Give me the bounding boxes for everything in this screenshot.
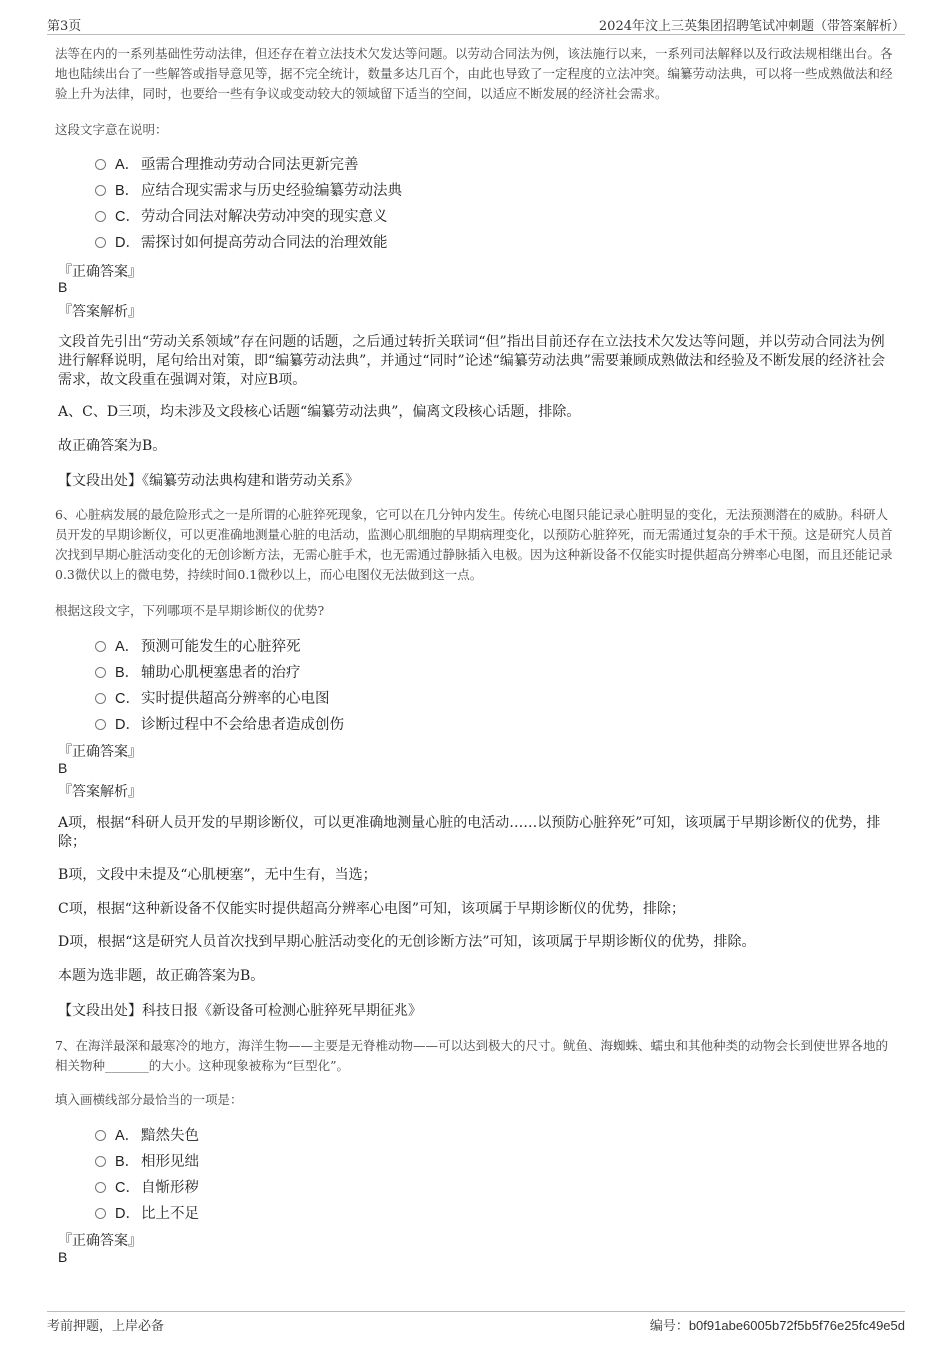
q5-passage: 法等在内的一系列基础性劳动法律，但还存在着立法技术欠发达等问题。以劳动合同法为例，该法施行以来，一系列司法解释以及行政法规相继出台。各地也陆续出台了一些解答或指导意见等，据不完全统计，数量多达几百个，由此也导致了一定程度的立法冲突。编纂劳动法典，可以将一些成熟做法和经验上升为法律，同时，也要给一些有争议或变动较大的领域留下适当的空间，以适应不断发展的经济社会需求。: [55, 46, 893, 101]
q5-option-d[interactable]: D． 需探讨如何提高劳动合同法的治理效能: [95, 228, 402, 254]
q6-option-c[interactable]: C． 实时提供超高分辨率的心电图: [95, 684, 344, 710]
q5-answer-label: 『正确答案』: [58, 264, 142, 280]
q5-answer: B: [58, 279, 68, 295]
q5-analysis-1: 文段首先引出“劳动关系领域”存在问题的话题，之后通过转折关联词“但”指出目前还存在立法技术欠发达等问题，并以劳动合同法为例进行解释说明，尾句给出对策，即“编纂劳动法典”，并通过“同时”论述“编纂劳动法典”需要兼顾成熟做法和经验及不断发展的经济社会需求，故文段重在强调对策，对应B项。: [58, 334, 885, 388]
q6-answer: B: [58, 760, 68, 776]
q7-option-d[interactable]: D． 比上不足: [95, 1199, 199, 1225]
q5-analysis-3: 故正确答案为B。: [58, 438, 167, 454]
radio-button[interactable]: [95, 1156, 106, 1167]
footer-slogan: 考前押题，上岸必备: [47, 1319, 165, 1334]
q7-option-a[interactable]: A． 黯然失色: [95, 1121, 199, 1147]
q7-answer-label: 『正确答案』: [58, 1233, 142, 1249]
radio-button[interactable]: [95, 1208, 106, 1219]
page-number: 第3页: [47, 19, 82, 34]
q5-options: [95, 150, 402, 254]
radio-button[interactable]: [95, 667, 106, 678]
q7-stem: 7、在海洋最深和最寒冷的地方，海洋生物——主要是无脊椎动物——可以达到极大的尺寸。鱿鱼、海蜘蛛、蠕虫和其他种类的动物会长到使世界各地的相关物种_______的大小。这种现象被称为“巨型化”。: [55, 1038, 888, 1073]
radio-button[interactable]: [95, 211, 106, 222]
q6-option-b[interactable]: B． 辅助心肌梗塞患者的治疗: [95, 658, 344, 684]
q6-option-a[interactable]: A． 预测可能发生的心脏猝死: [95, 632, 344, 658]
radio-button[interactable]: [95, 641, 106, 652]
page-header: [47, 12, 905, 35]
page-footer: [47, 1311, 905, 1334]
radio-button[interactable]: [95, 1182, 106, 1193]
radio-button[interactable]: [95, 719, 106, 730]
radio-button[interactable]: [95, 159, 106, 170]
radio-button[interactable]: [95, 693, 106, 704]
document-title: 2024年汶上三英集团招聘笔试冲刺题（带答案解析）: [598, 19, 905, 34]
radio-button[interactable]: [95, 185, 106, 196]
q6-analysis-2: B项，文段中未提及“心肌梗塞”，无中生有，当选；: [58, 867, 377, 883]
q6-prompt: 根据这段文字，下列哪项不是早期诊断仪的优势?: [55, 603, 325, 618]
q6-analysis-3: C项，根据“这种新设备不仅能实时提供超高分辨率心电图”可知，该项属于早期诊断仪的优势，排除；: [58, 901, 686, 917]
q6-analysis-4: D项，根据“这是研究人员首次找到早期心脏活动变化的无创诊断方法”可知，该项属于早期诊断仪的优势，排除。: [58, 934, 756, 950]
serial-code: b0f91abe6005b72f5b5f76e25fc49e5d: [688, 1318, 905, 1333]
q6-options: [95, 632, 344, 736]
q6-analysis-label: 『答案解析』: [58, 784, 142, 800]
q5-analysis-2: A、C、D三项，均未涉及文段核心话题“编纂劳动法典”，偏离文段核心话题，排除。: [58, 404, 581, 420]
q6-answer-label: 『正确答案』: [58, 744, 142, 760]
q6-stem: 6、心脏病发展的最危险形式之一是所谓的心脏猝死现象，它可以在几分钟内发生。传统心电图只能记录心脏明显的变化，无法预测潜在的威胁。科研人员开发的早期诊断仪，可以更准确地测量心脏的电活动，监测心肌细胞的早期病理变化，以预防心脏猝死，而无需通过复杂的手术干预。这是研究人员首次找到早期心脏活动变化的无创诊断方法，无需心脏手术，也无需通过静脉插入电极。因为这种新设备不仅能实时提供超高分辨率心电图，而且还能记录0.3微伏以上的微电势，持续时间0.1微秒以上，而心电图仪无法做到这一点。: [55, 507, 893, 582]
q5-option-a[interactable]: A． 亟需合理推动劳动合同法更新完善: [95, 150, 402, 176]
q5-option-c[interactable]: C． 劳动合同法对解决劳动冲突的现实意义: [95, 202, 402, 228]
q5-source: 【文段出处】《编纂劳动法典构建和谐劳动关系》: [58, 473, 359, 489]
radio-button[interactable]: [95, 1130, 106, 1141]
q7-answer: B: [58, 1249, 68, 1265]
q7-prompt: 填入画横线部分最恰当的一项是：: [55, 1092, 243, 1107]
q5-option-b[interactable]: B． 应结合现实需求与历史经验编纂劳动法典: [95, 176, 402, 202]
q7-options: [95, 1121, 199, 1225]
q6-analysis-1: A项，根据“科研人员开发的早期诊断仪，可以更准确地测量心脏的电活动……以预防心脏猝死”可知，该项属于早期诊断仪的优势，排除；: [58, 815, 881, 850]
serial-number: 编号：b0f91abe6005b72f5b5f76e25fc49e5d: [649, 1318, 905, 1334]
q6-analysis-5: 本题为选非题，故正确答案为B。: [58, 968, 265, 984]
q7-option-b[interactable]: B． 相形见绌: [95, 1147, 199, 1173]
q6-option-d[interactable]: D． 诊断过程中不会给患者造成创伤: [95, 710, 344, 736]
q6-source: 【文段出处】科技日报《新设备可检测心脏猝死早期征兆》: [58, 1003, 422, 1019]
q7-option-c[interactable]: C． 自惭形秽: [95, 1173, 199, 1199]
q5-prompt: 这段文字意在说明：: [55, 122, 168, 137]
q5-analysis-label: 『答案解析』: [58, 304, 142, 320]
radio-button[interactable]: [95, 237, 106, 248]
